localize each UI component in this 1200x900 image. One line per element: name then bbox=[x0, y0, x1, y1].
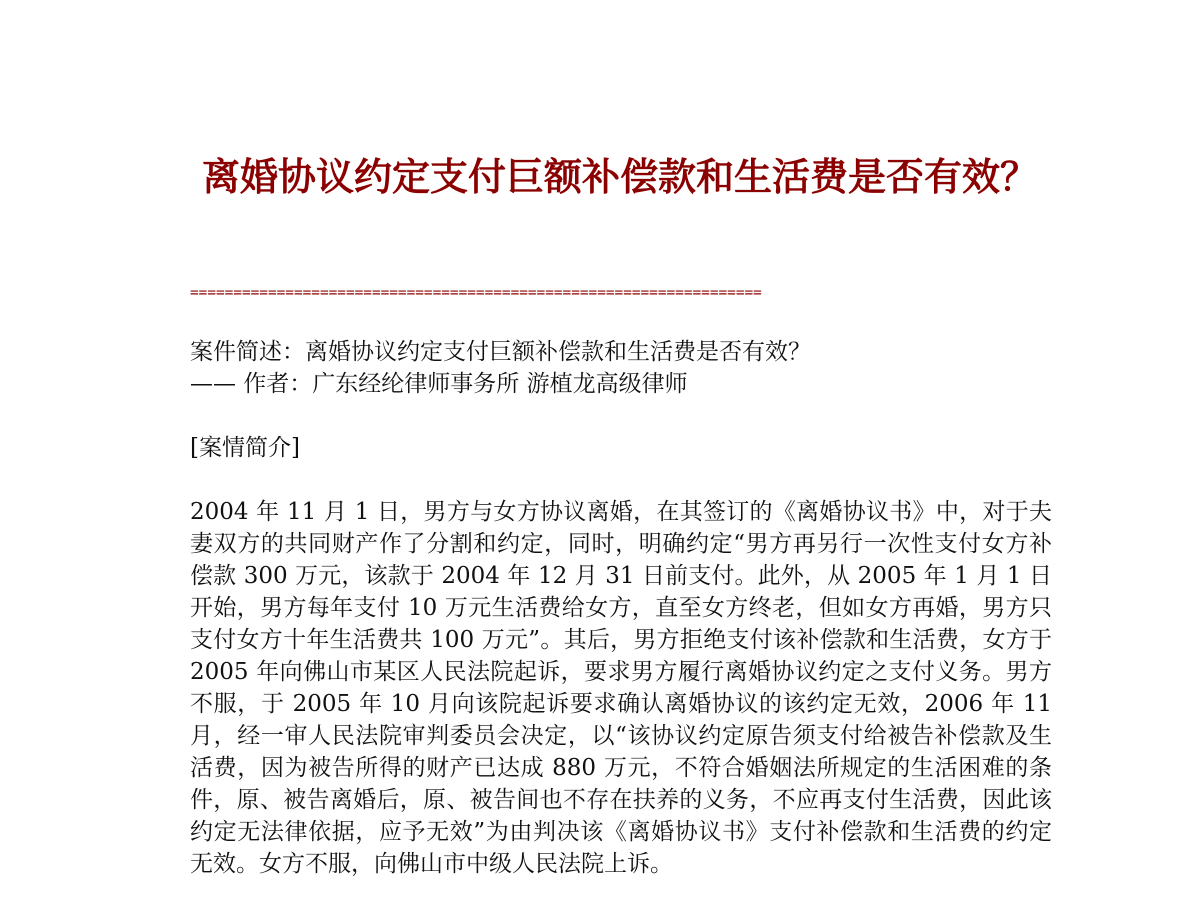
document-title: 离婚协议约定支付巨额补偿款和生活费是否有效？ bbox=[201, 154, 1038, 199]
case-description-paragraph: 2004 年 11 月 1 日，男方与女方协议离婚，在其签订的《离婚协议书》中，对于夫妻双方的共同财产作了分割和约定，同时，明确约定“男方再另行一次性支付女方补偿款 300 万元，该款于 2004 年 12 月 31 日前支付。此外，从 2005 年 1 月 1 日开始，男方每年支付 10 万元生活费给女方，直至女方终老，但如女方再婚，男方只支付女方十年生活费共 100 万元”。其后，男方拒绝支付该补偿款和生活费，女方于 2005 年向佛山市某区人民法院起诉，要求男方履行离婚协议约定之支付义务。男方不服，于 2005 年 10 月向该院起诉要求确认离婚协议的该约定无效，2006 年 11 月，经一审人民法院审判委员会决定，以“该协议约定原告须支付给被告补偿款及生活费，因为被告所得的财产已达成 880 万元，不符合婚姻法所规定的生活困难的条件，原、被告离婚后，原、被告间也不存在扶养的义务，不应再支付生活费，因此该约定无法律依据，应予无效”为由判决该《离婚协议书》支付补偿款和生活费的约定无效。女方不服，向佛山市中级人民法院上诉。 bbox=[190, 499, 1052, 877]
author-line: —— 作者：广东经纶律师事务所 游植龙高级律师 bbox=[190, 371, 688, 397]
document-body bbox=[190, 336, 1052, 880]
title-separator: ================================================================== bbox=[190, 285, 762, 301]
case-summary-line: 案件简述：离婚协议约定支付巨额补偿款和生活费是否有效？ bbox=[190, 339, 811, 365]
paragraph-gap bbox=[190, 400, 1052, 432]
section-heading: [案情简介] bbox=[190, 435, 300, 461]
paragraph-gap bbox=[190, 464, 1052, 496]
